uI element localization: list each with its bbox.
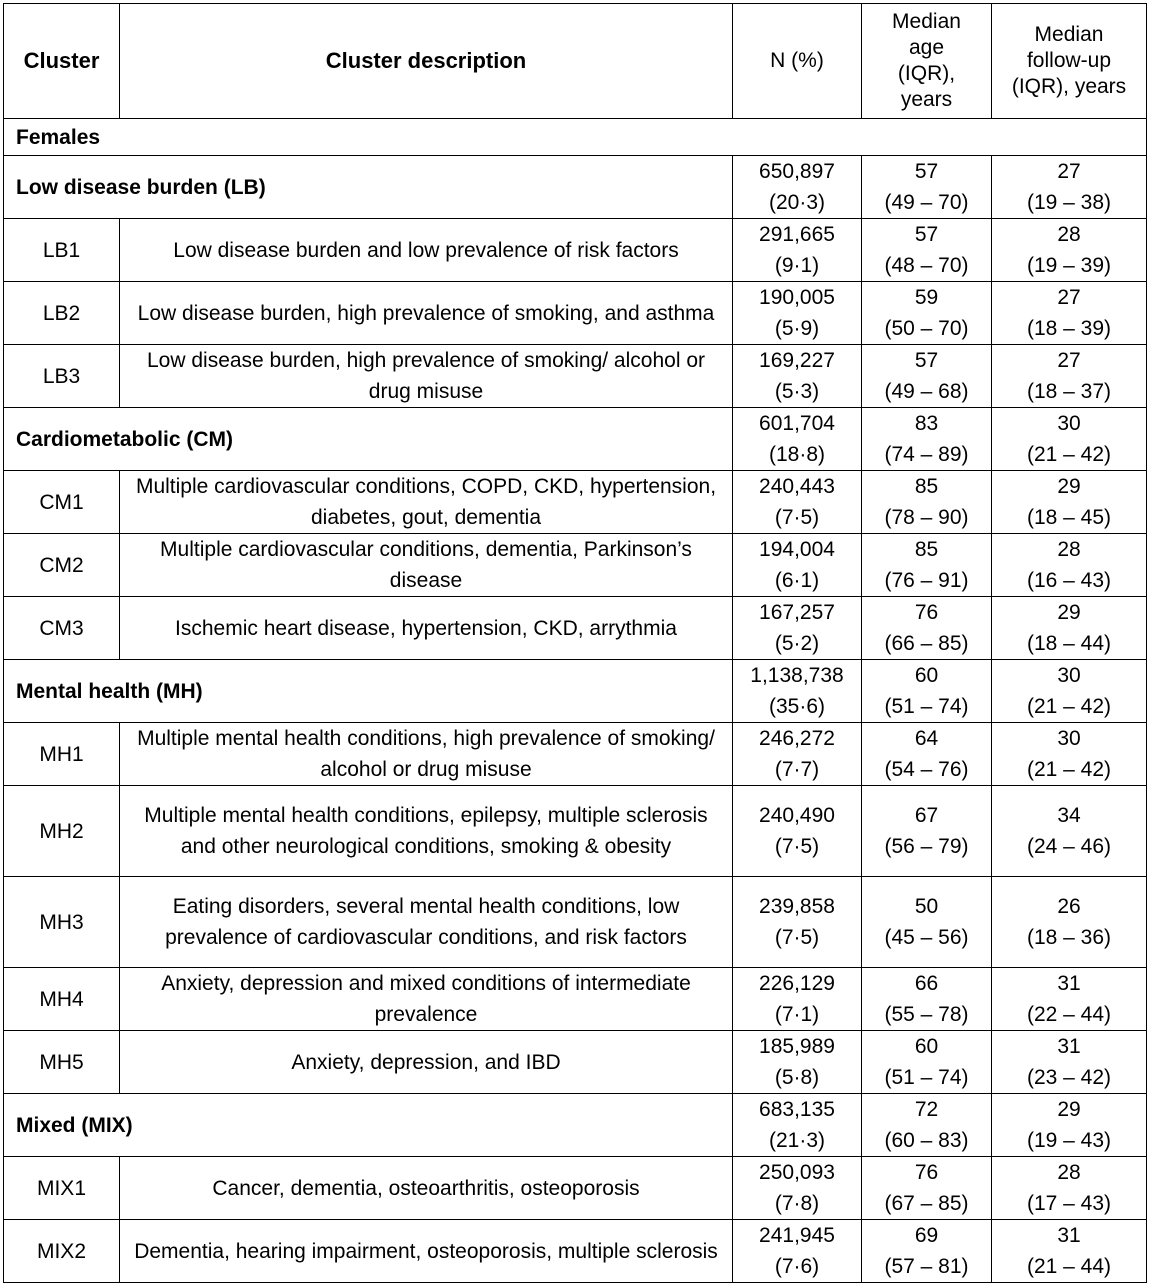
cluster-id: MH2 bbox=[4, 786, 120, 877]
n-value: 291,665 bbox=[759, 223, 835, 246]
group-row bbox=[4, 156, 1147, 219]
n-percent-cell bbox=[733, 345, 862, 408]
header-age-line: Median bbox=[892, 10, 961, 33]
followup-iqr: (19 – 39) bbox=[1026, 254, 1112, 277]
cluster-id: MIX1 bbox=[4, 1157, 120, 1220]
n-percent-cell bbox=[733, 660, 862, 723]
header-followup-line: follow-up bbox=[1026, 49, 1112, 72]
age-iqr: (78 – 90) bbox=[884, 506, 969, 529]
followup-iqr: (21 – 44) bbox=[1026, 1255, 1112, 1278]
cluster-description: Anxiety, depression and mixed conditions of intermediate prevalence bbox=[120, 968, 733, 1031]
followup-iqr: (17 – 43) bbox=[1026, 1192, 1112, 1215]
table-row bbox=[4, 786, 1147, 877]
followup-value: 31 bbox=[1057, 1035, 1081, 1058]
cluster-description: Cancer, dementia, osteoarthritis, osteoporosis bbox=[120, 1157, 733, 1220]
followup-value: 29 bbox=[1057, 601, 1081, 624]
followup-iqr: (18 – 36) bbox=[1026, 926, 1112, 949]
n-value: 185,989 bbox=[759, 1035, 835, 1058]
median-followup-cell bbox=[992, 156, 1147, 219]
header-median-age bbox=[862, 4, 992, 119]
median-age-cell bbox=[862, 1220, 992, 1283]
percent-value: (7·7) bbox=[774, 758, 820, 781]
age-iqr: (55 – 78) bbox=[884, 1003, 969, 1026]
age-value: 66 bbox=[914, 972, 939, 995]
followup-iqr: (18 – 37) bbox=[1026, 380, 1112, 403]
percent-value: (5·9) bbox=[774, 317, 820, 340]
median-age-cell bbox=[862, 597, 992, 660]
followup-value: 29 bbox=[1057, 475, 1081, 498]
cluster-description: Low disease burden and low prevalence of risk factors bbox=[120, 219, 733, 282]
cluster-description: Multiple cardiovascular conditions, dementia, Parkinson’s disease bbox=[120, 534, 733, 597]
percent-value: (21·3) bbox=[768, 1129, 826, 1152]
n-value: 241,945 bbox=[759, 1224, 835, 1247]
age-value: 50 bbox=[914, 895, 939, 918]
median-followup-cell bbox=[992, 660, 1147, 723]
median-followup-cell bbox=[992, 786, 1147, 877]
age-value: 85 bbox=[914, 475, 939, 498]
cluster-description: Multiple cardiovascular conditions, COPD, CKD, hypertension, diabetes, gout, dementia bbox=[120, 471, 733, 534]
section-row bbox=[4, 119, 1147, 156]
age-iqr: (60 – 83) bbox=[884, 1129, 969, 1152]
median-age-cell bbox=[862, 968, 992, 1031]
cluster-id: LB2 bbox=[4, 282, 120, 345]
age-value: 57 bbox=[914, 160, 939, 183]
table-row bbox=[4, 1220, 1147, 1283]
age-value: 69 bbox=[914, 1224, 939, 1247]
median-followup-cell bbox=[992, 282, 1147, 345]
n-percent-cell bbox=[733, 471, 862, 534]
median-age-cell bbox=[862, 786, 992, 877]
age-iqr: (51 – 74) bbox=[884, 695, 969, 718]
cluster-description: Low disease burden, high prevalence of smoking, and asthma bbox=[120, 282, 733, 345]
age-value: 85 bbox=[914, 538, 939, 561]
age-iqr: (66 – 85) bbox=[884, 632, 969, 655]
cluster-id: LB3 bbox=[4, 345, 120, 408]
n-value: 194,004 bbox=[759, 538, 835, 561]
age-value: 76 bbox=[914, 601, 939, 624]
age-iqr: (45 – 56) bbox=[884, 926, 969, 949]
n-percent-cell bbox=[733, 534, 862, 597]
percent-value: (7·5) bbox=[774, 506, 820, 529]
age-iqr: (54 – 76) bbox=[884, 758, 969, 781]
n-value: 190,005 bbox=[759, 286, 835, 309]
n-value: 167,257 bbox=[759, 601, 835, 624]
n-value: 650,897 bbox=[759, 160, 835, 183]
followup-value: 27 bbox=[1057, 286, 1081, 309]
cluster-id: MH1 bbox=[4, 723, 120, 786]
followup-value: 27 bbox=[1057, 160, 1081, 183]
followup-value: 31 bbox=[1057, 1224, 1081, 1247]
n-percent-cell bbox=[733, 408, 862, 471]
header-description: Cluster description bbox=[120, 4, 733, 119]
median-followup-cell bbox=[992, 723, 1147, 786]
median-followup-cell bbox=[992, 1031, 1147, 1094]
n-percent-cell bbox=[733, 282, 862, 345]
n-percent-cell bbox=[733, 877, 862, 968]
age-value: 83 bbox=[914, 412, 939, 435]
age-value: 64 bbox=[914, 727, 939, 750]
table-row bbox=[4, 1157, 1147, 1220]
median-age-cell bbox=[862, 282, 992, 345]
group-label: Mixed (MIX) bbox=[4, 1094, 733, 1157]
n-value: 226,129 bbox=[759, 972, 835, 995]
table-row bbox=[4, 534, 1147, 597]
age-iqr: (49 – 68) bbox=[884, 380, 969, 403]
followup-value: 28 bbox=[1057, 223, 1081, 246]
median-age-cell bbox=[862, 219, 992, 282]
cluster-description: Dementia, hearing impairment, osteoporosis, multiple sclerosis bbox=[120, 1220, 733, 1283]
n-percent-cell bbox=[733, 219, 862, 282]
percent-value: (7·1) bbox=[774, 1003, 820, 1026]
percent-value: (5·8) bbox=[774, 1066, 820, 1089]
age-value: 60 bbox=[914, 1035, 939, 1058]
age-iqr: (50 – 70) bbox=[884, 317, 969, 340]
median-followup-cell bbox=[992, 1220, 1147, 1283]
cluster-description: Anxiety, depression, and IBD bbox=[120, 1031, 733, 1094]
cluster-description: Multiple mental health conditions, high prevalence of smoking/ alcohol or drug misuse bbox=[120, 723, 733, 786]
n-value: 250,093 bbox=[759, 1161, 835, 1184]
percent-value: (7·5) bbox=[774, 835, 820, 858]
followup-iqr: (18 – 44) bbox=[1026, 632, 1112, 655]
followup-value: 29 bbox=[1057, 1098, 1081, 1121]
followup-iqr: (18 – 39) bbox=[1026, 317, 1112, 340]
followup-value: 27 bbox=[1057, 349, 1081, 372]
age-iqr: (49 – 70) bbox=[884, 191, 969, 214]
n-percent-cell bbox=[733, 156, 862, 219]
table-row bbox=[4, 345, 1147, 408]
followup-iqr: (21 – 42) bbox=[1026, 443, 1112, 466]
age-iqr: (51 – 74) bbox=[884, 1066, 969, 1089]
n-percent-cell bbox=[733, 968, 862, 1031]
median-age-cell bbox=[862, 1031, 992, 1094]
median-age-cell bbox=[862, 877, 992, 968]
median-age-cell bbox=[862, 408, 992, 471]
median-followup-cell bbox=[992, 968, 1147, 1031]
age-value: 57 bbox=[914, 349, 939, 372]
header-age-line: (IQR), bbox=[897, 62, 956, 85]
median-followup-cell bbox=[992, 597, 1147, 660]
cluster-description: Ischemic heart disease, hypertension, CKD, arrythmia bbox=[120, 597, 733, 660]
n-value: 246,272 bbox=[759, 727, 835, 750]
table-row bbox=[4, 968, 1147, 1031]
cluster-table bbox=[3, 3, 1147, 1283]
cluster-description: Low disease burden, high prevalence of smoking/ alcohol or drug misuse bbox=[120, 345, 733, 408]
age-value: 60 bbox=[914, 664, 939, 687]
followup-value: 28 bbox=[1057, 1161, 1081, 1184]
followup-iqr: (21 – 42) bbox=[1026, 695, 1112, 718]
n-percent-cell bbox=[733, 597, 862, 660]
n-value: 239,858 bbox=[759, 895, 835, 918]
header-n: N (%) bbox=[733, 4, 862, 119]
n-percent-cell bbox=[733, 1094, 862, 1157]
cluster-id: CM2 bbox=[4, 534, 120, 597]
median-followup-cell bbox=[992, 534, 1147, 597]
cluster-id: MH4 bbox=[4, 968, 120, 1031]
header-followup-line: Median bbox=[1034, 23, 1104, 46]
percent-value: (18·8) bbox=[768, 443, 826, 466]
age-value: 76 bbox=[914, 1161, 939, 1184]
cluster-id: CM3 bbox=[4, 597, 120, 660]
percent-value: (20·3) bbox=[768, 191, 826, 214]
followup-iqr: (18 – 45) bbox=[1026, 506, 1112, 529]
table-row bbox=[4, 471, 1147, 534]
header-row bbox=[4, 4, 1147, 119]
table-row bbox=[4, 877, 1147, 968]
age-iqr: (74 – 89) bbox=[884, 443, 969, 466]
age-value: 57 bbox=[914, 223, 939, 246]
percent-value: (9·1) bbox=[774, 254, 820, 277]
percent-value: (7·5) bbox=[774, 926, 820, 949]
n-percent-cell bbox=[733, 1157, 862, 1220]
followup-iqr: (23 – 42) bbox=[1026, 1066, 1112, 1089]
age-value: 67 bbox=[914, 804, 939, 827]
median-followup-cell bbox=[992, 408, 1147, 471]
cluster-id: LB1 bbox=[4, 219, 120, 282]
percent-value: (35·6) bbox=[768, 695, 826, 718]
median-age-cell bbox=[862, 723, 992, 786]
followup-value: 28 bbox=[1057, 538, 1081, 561]
median-age-cell bbox=[862, 471, 992, 534]
n-value: 240,443 bbox=[759, 475, 835, 498]
followup-iqr: (24 – 46) bbox=[1026, 835, 1112, 858]
median-age-cell bbox=[862, 534, 992, 597]
followup-value: 26 bbox=[1057, 895, 1081, 918]
percent-value: (5·2) bbox=[774, 632, 820, 655]
age-iqr: (76 – 91) bbox=[884, 569, 969, 592]
median-age-cell bbox=[862, 345, 992, 408]
percent-value: (7·8) bbox=[774, 1192, 820, 1215]
median-age-cell bbox=[862, 1157, 992, 1220]
median-followup-cell bbox=[992, 471, 1147, 534]
cluster-id: MIX2 bbox=[4, 1220, 120, 1283]
table-row bbox=[4, 597, 1147, 660]
followup-value: 30 bbox=[1057, 727, 1081, 750]
table-row bbox=[4, 1031, 1147, 1094]
followup-iqr: (21 – 42) bbox=[1026, 758, 1112, 781]
table-row bbox=[4, 282, 1147, 345]
n-value: 240,490 bbox=[759, 804, 835, 827]
n-value: 169,227 bbox=[759, 349, 835, 372]
header-followup-line: (IQR), years bbox=[1011, 75, 1127, 98]
header-median-followup bbox=[992, 4, 1147, 119]
group-row bbox=[4, 1094, 1147, 1157]
age-iqr: (67 – 85) bbox=[884, 1192, 969, 1215]
followup-iqr: (16 – 43) bbox=[1026, 569, 1112, 592]
n-value: 683,135 bbox=[759, 1098, 835, 1121]
median-followup-cell bbox=[992, 345, 1147, 408]
median-age-cell bbox=[862, 156, 992, 219]
group-label: Mental health (MH) bbox=[4, 660, 733, 723]
followup-value: 30 bbox=[1057, 412, 1081, 435]
median-followup-cell bbox=[992, 219, 1147, 282]
table-row bbox=[4, 219, 1147, 282]
n-value: 601,704 bbox=[759, 412, 835, 435]
header-cluster: Cluster bbox=[4, 4, 120, 119]
median-followup-cell bbox=[992, 877, 1147, 968]
age-value: 72 bbox=[914, 1098, 939, 1121]
followup-iqr: (19 – 38) bbox=[1026, 191, 1112, 214]
percent-value: (5·3) bbox=[774, 380, 820, 403]
followup-value: 31 bbox=[1057, 972, 1081, 995]
age-value: 59 bbox=[914, 286, 939, 309]
cluster-id: MH5 bbox=[4, 1031, 120, 1094]
group-row bbox=[4, 660, 1147, 723]
n-percent-cell bbox=[733, 786, 862, 877]
cluster-description: Multiple mental health conditions, epilepsy, multiple sclerosis and other neurological conditions, smoking & obesity bbox=[120, 786, 733, 877]
n-percent-cell bbox=[733, 1220, 862, 1283]
cluster-description: Eating disorders, several mental health conditions, low prevalence of cardiovascular conditions, and risk factors bbox=[120, 877, 733, 968]
median-followup-cell bbox=[992, 1157, 1147, 1220]
n-value: 1,138,738 bbox=[750, 664, 844, 687]
n-percent-cell bbox=[733, 1031, 862, 1094]
age-iqr: (48 – 70) bbox=[884, 254, 969, 277]
followup-value: 34 bbox=[1057, 804, 1081, 827]
cluster-id: MH3 bbox=[4, 877, 120, 968]
age-iqr: (56 – 79) bbox=[884, 835, 969, 858]
header-age-line: years bbox=[900, 88, 953, 111]
n-percent-cell bbox=[733, 723, 862, 786]
cluster-id: CM1 bbox=[4, 471, 120, 534]
age-iqr: (57 – 81) bbox=[884, 1255, 969, 1278]
group-label: Cardiometabolic (CM) bbox=[4, 408, 733, 471]
median-followup-cell bbox=[992, 1094, 1147, 1157]
section-label: Females bbox=[4, 119, 1147, 156]
followup-value: 30 bbox=[1057, 664, 1081, 687]
header-age-line: age bbox=[908, 36, 945, 59]
group-label: Low disease burden (LB) bbox=[4, 156, 733, 219]
group-row bbox=[4, 408, 1147, 471]
followup-iqr: (19 – 43) bbox=[1026, 1129, 1112, 1152]
table-row bbox=[4, 723, 1147, 786]
percent-value: (6·1) bbox=[774, 569, 820, 592]
median-age-cell bbox=[862, 660, 992, 723]
median-age-cell bbox=[862, 1094, 992, 1157]
percent-value: (7·6) bbox=[774, 1255, 820, 1278]
followup-iqr: (22 – 44) bbox=[1026, 1003, 1112, 1026]
